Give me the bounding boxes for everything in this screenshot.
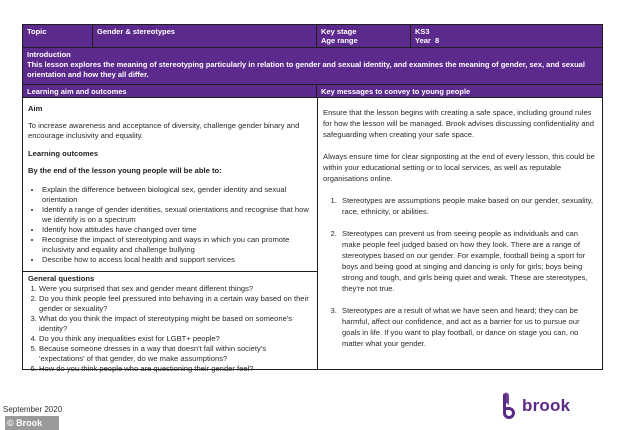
age-range-label: Age range: [321, 36, 358, 45]
lesson-plan-table: [22, 24, 603, 373]
outcome-item: • Describe how to access local health and support services: [42, 255, 312, 265]
brand-name: brook: [522, 396, 571, 415]
learning-outcomes-heading: Learning outcomes: [28, 149, 99, 158]
key-stage-value: KS3: [415, 27, 430, 36]
brook-b-icon: [500, 391, 518, 421]
aim-text: To increase awareness and acceptance of diversity, challenge gender binary and encourage inclusivity and equality.: [28, 121, 300, 140]
introduction-text: This lesson explores the meaning of stereotyping particularly in relation to gender and sexual identity, and examines the meaning of gender, sex, and sexual orientation and how they all differ.: [27, 60, 585, 79]
outcome-item: • Recognise the impact of stereotyping and ways in which you can promote inclusivity and equality and challenge bullying: [42, 235, 312, 255]
introduction-label: Introduction: [27, 50, 71, 59]
age-range-value: Year 8: [415, 36, 440, 45]
brook-logo: [500, 391, 570, 421]
outcome-item: • Explain the difference between biological sex, gender identity and sexual orientation: [42, 185, 312, 205]
questions-list: [28, 284, 312, 374]
key-message-item: 1. Stereotypes are assumptions people make based on our gender, sexuality, race, ethnicity, or abilities.: [339, 195, 597, 217]
outcome-item: • Identify how attitudes have changed over time: [42, 225, 312, 235]
topic-value: Gender & stereotypes: [93, 25, 317, 47]
copyright-badge: © Brook: [5, 416, 59, 430]
key-stage-labels: [317, 25, 411, 47]
introduction-row: [23, 48, 602, 85]
topic-label: Topic: [23, 25, 93, 47]
section-header-row: [23, 85, 602, 98]
general-questions-heading: General questions: [28, 274, 95, 283]
aim-heading: Aim: [28, 104, 43, 113]
content-row: [23, 98, 602, 373]
key-stage-values: [411, 25, 602, 47]
question-item: 2. Do you think people feel pressured into behaving in a certain way based on their gender or sexuality?: [39, 294, 312, 314]
key-message-paragraph: Always ensure time for clear signposting at the end of every lesson, this could be within your educational setting or to local services, as well as reputable organisations online.: [323, 152, 595, 183]
question-item: 6. How do you think people who are questioning their gender feel?: [39, 364, 312, 374]
key-messages-list: [323, 195, 597, 349]
outcomes-list: [28, 185, 312, 265]
footer-date: September 2020: [3, 405, 63, 414]
key-messages-column: [318, 98, 602, 369]
header-row: [23, 25, 602, 48]
key-message-item: 3. Stereotypes are a result of what we have seen and heard; they can be harmful, affect our confidence, and act as a barrier for us to pursue our goals in life. If you want to play football, or dance on stage you can, no matter what your gender.: [339, 305, 597, 349]
learning-aim-column: [23, 98, 318, 373]
question-item: 5. Because someone dresses in a way that doesn't fall within society's 'expectations' of that gender, do we make assumptions?: [39, 344, 312, 364]
question-item: 1. Were you surprised that sex and gender meant different things?: [39, 284, 312, 294]
key-message-item: 2. Stereotypes can prevent us from seeing people as individuals and can make people feel judged based on how they look. There are a range of stereotypes based on our gender. For example, football being a sport for boys and being good at singing and dancing is only for girls; boys being strong and tough, and girls being quiet and weak. These are stereotypes, they're not true.: [339, 228, 597, 294]
outcome-item: • Identify a range of gender identities, sexual orientations and recognise that how we identify is on a spectrum: [42, 205, 312, 225]
key-message-paragraph: Ensure that the lesson begins with creating a safe space, including ground rules for how the lesson will be managed. Brook advises discussing confidentiality and safeguarding when creating your safe space.: [323, 108, 594, 139]
key-stage-label: Key stage: [321, 27, 357, 36]
outcomes-intro: By the end of the lesson young people will be able to:: [28, 166, 222, 175]
question-item: 4. Do you think any inequalities exist for LGBT+ people?: [39, 334, 312, 344]
question-item: 3. What do you think the impact of stereotyping might be based on someone's identity?: [39, 314, 312, 334]
general-questions-section: [23, 272, 317, 376]
aim-section: [23, 98, 317, 272]
learning-aim-header: Learning aim and outcomes: [23, 85, 317, 97]
key-messages-header: Key messages to convey to young people: [321, 87, 471, 96]
